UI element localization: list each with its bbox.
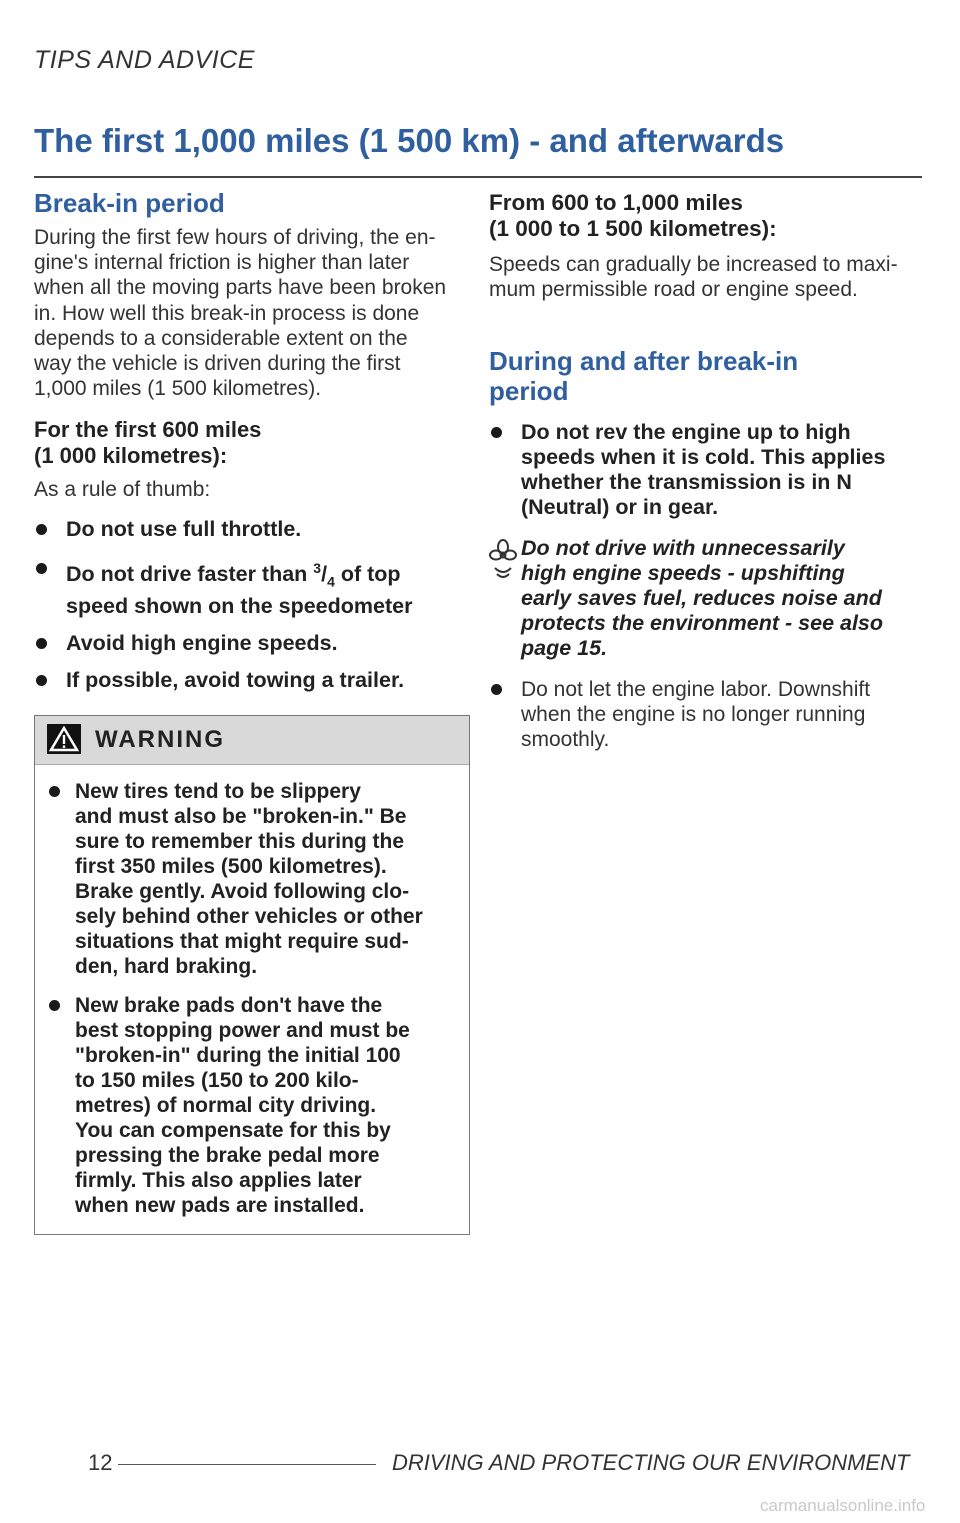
page-number: 12 (88, 1450, 113, 1475)
text-line: firmly. This also applies later (75, 1169, 362, 1193)
text-fragment: Do not drive faster than (66, 561, 314, 586)
text-line: During and after break-in (489, 346, 799, 377)
text-line: early saves fuel, reduces noise and (521, 586, 882, 611)
text-line: depends to a considerable extent on the (34, 326, 408, 350)
title-rule (34, 176, 922, 178)
text-line: (1 000 to 1 500 kilometres): (489, 216, 777, 241)
fraction-slash: / (321, 561, 328, 586)
text-line: when new pads are installed. (75, 1194, 365, 1218)
text-line: New tires tend to be slippery (75, 780, 361, 804)
right-column (489, 186, 925, 752)
bullet-full-throttle: Do not use full throttle. (34, 517, 470, 542)
warning-header (35, 716, 469, 765)
text-line: Do not let the engine labor. Downshift (521, 678, 871, 702)
text-line: first 350 miles (500 kilometres). (75, 855, 387, 879)
text-line: period (489, 376, 569, 407)
text-line: den, hard braking. (75, 955, 258, 979)
fraction-numerator: 3 (313, 559, 322, 576)
text-line: speeds when it is cold. This applies (521, 445, 886, 470)
warning-box (34, 715, 470, 1235)
text-fragment: of top (334, 561, 401, 586)
footer-chapter: DRIVING AND PROTECTING OUR ENVIRONMENT (392, 1450, 910, 1475)
text-line: Do not rev the engine up to high (521, 420, 851, 445)
text-line: sure to remember this during the (75, 830, 405, 854)
environment-leaf-icon (489, 538, 517, 584)
from-600-subheading (489, 190, 925, 242)
warning-body (35, 765, 469, 1234)
text-line: way the vehicle is driven during the first (34, 352, 401, 376)
text-line: speed shown on the speedometer (66, 594, 413, 619)
bullet-do-not-rev (489, 420, 925, 520)
bullet-engine-labor (489, 677, 925, 752)
text-line: best stopping power and must be (75, 1019, 410, 1043)
watermark: carmanualsonline.info (760, 1496, 926, 1515)
text-line: smoothly. (521, 728, 610, 752)
bullet-high-speeds: Avoid high engine speeds. (34, 631, 470, 656)
text-line: Brake gently. Avoid following clo- (75, 880, 410, 904)
warning-bullet-brake-pads (47, 993, 457, 1218)
section-label: TIPS AND ADVICE (34, 46, 255, 74)
rule-of-thumb: As a rule of thumb: (34, 478, 211, 502)
text-line: sely behind other vehicles or other (75, 905, 423, 929)
text-line: For the first 600 miles (34, 417, 262, 443)
breakin-heading: Break-in period (34, 188, 225, 218)
text-line: (1 000 kilometres): (34, 443, 228, 469)
text-line: when all the moving parts have been broken (34, 276, 447, 300)
text-line: New brake pads don't have the (75, 994, 383, 1018)
text-line: high engine speeds - upshifting (521, 561, 845, 586)
text-line: Speeds can gradually be increased to maxi- (489, 253, 898, 276)
environment-note-text (521, 536, 925, 661)
footer-rule (118, 1464, 376, 1465)
speeds-paragraph (489, 252, 925, 302)
bullet-top-speed (34, 556, 470, 619)
text-line: situations that might require sud- (75, 930, 409, 954)
text-line: mum permissible road or engine speed. (489, 278, 858, 302)
fraction-denominator: 4 (327, 573, 335, 590)
text-line: protects the environment - see also (521, 611, 884, 636)
during-after-heading (489, 346, 925, 406)
text-line: 1,000 miles (1 500 kilometres). (34, 377, 322, 401)
text-line: metres) of normal city driving. (75, 1094, 377, 1118)
text-line: gine's internal friction is higher than later (34, 251, 410, 275)
environment-note (489, 536, 925, 661)
text-line: to 150 miles (150 to 200 kilo- (75, 1069, 359, 1093)
intro-paragraph (34, 225, 470, 401)
text-line: During the first few hours of driving, the en- (34, 226, 436, 249)
bullet-trailer: If possible, avoid towing a trailer. (34, 668, 470, 693)
warning-triangle-icon (47, 724, 81, 754)
page-title: The first 1,000 miles (1 500 km) - and afterwards (34, 122, 785, 159)
text-line: page 15. (521, 636, 608, 661)
text-line: "broken-in" during the initial 100 (75, 1044, 401, 1068)
text-line: whether the transmission is in N (521, 470, 852, 495)
first-600-subheading (34, 417, 470, 469)
left-column (34, 186, 470, 1235)
text-line: and must also be "broken-in." Be (75, 805, 407, 829)
text-line: Do not drive with unnecessarily (521, 536, 845, 561)
text-line: when the engine is no longer running (521, 703, 866, 727)
text-line: pressing the brake pedal more (75, 1144, 380, 1168)
text-line: (Neutral) or in gear. (521, 495, 719, 520)
warning-label: WARNING (95, 726, 225, 754)
warning-bullet-tires (47, 779, 457, 979)
text-line: in. How well this break-in process is done (34, 301, 420, 325)
text-line: From 600 to 1,000 miles (489, 190, 743, 215)
text-line: You can compensate for this by (75, 1119, 391, 1143)
